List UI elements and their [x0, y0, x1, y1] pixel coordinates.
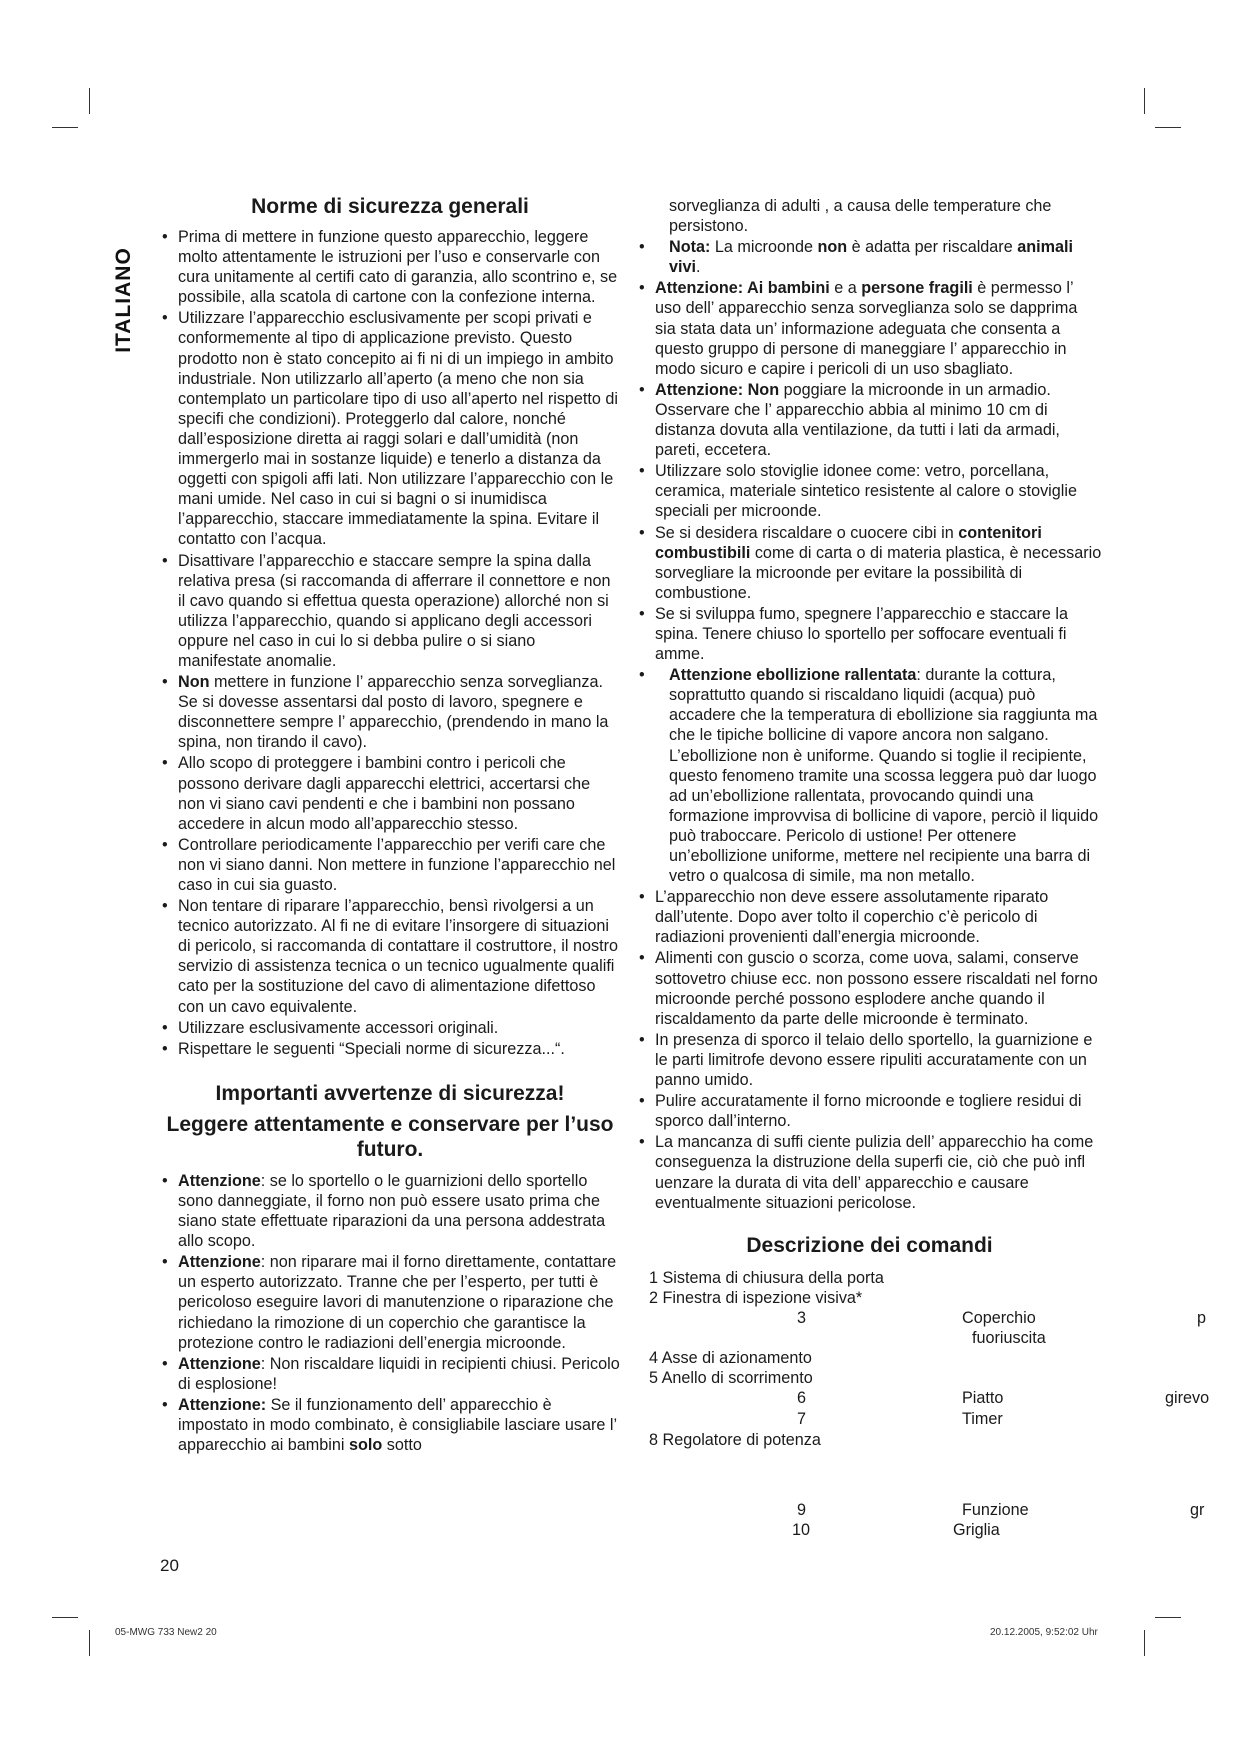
- text: mettere in funzione l’ apparecchio senza sorveglianza. Se si dovesse assentarsi dal posto di lavoro, spegnere e disconnettere sempre l’ apparecchio, (prendendo in mano la spina, non tirando il cavo).: [178, 673, 609, 752]
- language-tab: ITALIANO: [112, 247, 135, 353]
- text: Se il funzionamento dell’ apparecchio è impostato in modo combinato, è consigliabile lasciare usare l’ apparecchio ai bambini: [178, 1395, 617, 1455]
- text: e a: [829, 279, 862, 298]
- section-title-controls: Descrizione dei comandi: [746, 1233, 993, 1257]
- list-item: • La mancanza di suffi ciente pulizia dell’ apparecchio ha come conseguenza la distruzione della superfi cie, ciò che può infl uenzare la durata di vita dell’ apparecchio e causare eventualmente situazioni pericolose.: [637, 1132, 1102, 1212]
- crop-mark: [89, 88, 90, 114]
- list-item: • Non tentare di riparare l’apparecchio, bensì rivolgersi a un tecnico autorizzato. Al fi ne di evitare l’insorgere di situazioni di pericolo, si raccomanda di contattare il costruttore, il nostro servizio di assistenza tecnica o un tecnico ugualmente qualifi cato per la sostituzione del cavo di alimentazione difettoso con un cavo equivalente.: [160, 896, 620, 1017]
- crop-mark: [1144, 88, 1145, 114]
- controls-list-tail: [637, 1500, 1205, 1540]
- text: poggiare la microonde in un armadio. Osservare che l’ apparecchio abbia al minimo 10 cm di distanza dovuta alla ventilazione, da tutti i lati da armadi, pareti, eccetera.: [655, 380, 1060, 460]
- control-number: 9: [797, 1501, 807, 1519]
- list-item: [637, 237, 1102, 277]
- safety-list-continued: [637, 237, 1102, 1213]
- control-number: 3: [797, 1308, 807, 1327]
- control-item: 1 Sistema di chiusura della porta: [649, 1268, 884, 1287]
- left-column: [160, 190, 620, 1456]
- list-item: • Utilizzare esclusivamente accessori originali.: [160, 1018, 620, 1038]
- list-item: • Controllare periodicamente l’apparecchio per verifi care che non vi siano danni. Non mettere in funzione l’apparecchio nel caso in cui sia guasto.: [160, 835, 620, 895]
- control-label: fuoriuscita: [972, 1328, 1046, 1347]
- list-item: • Prima di mettere in funzione questo apparecchio, leggere molto attentamente le istruzioni per l’uso e conservarle con cura unitamente al certifi cato di garanzia, allo scontrino e, se possibile, alla scatola di cartone con la confezione interna.: [160, 227, 620, 307]
- bold-text: non: [817, 238, 848, 257]
- bold-text: contenitori combustibili: [655, 523, 1042, 562]
- bold-text: Attenzione: [178, 1171, 261, 1190]
- list-item: • Utilizzare solo stoviglie idonee come: vetro, porcellana, ceramica, materiale sintetico resistente al calore o stoviglie speciali per microonde.: [637, 461, 1102, 521]
- bold-text: Non: [178, 673, 210, 692]
- list-item: [160, 672, 620, 752]
- control-item: 5 Anello di scorrimento: [649, 1368, 813, 1387]
- bold-text: Attenzione:: [178, 1395, 267, 1414]
- list-item: [160, 1171, 620, 1251]
- crop-mark: [52, 127, 78, 128]
- control-label: Funzione: [962, 1501, 1029, 1519]
- bold-text: Attenzione: Ai bambini: [655, 279, 830, 298]
- list-item: • Se si sviluppa fumo, spegnere l’apparecchio e staccare la spina. Tenere chiuso lo sportello per soffocare eventuali fi amme.: [637, 604, 1102, 664]
- bold-text: persone fragili: [861, 279, 973, 298]
- section-title-safety: Norme di sicurezza generali: [251, 195, 529, 218]
- crop-mark: [1144, 1630, 1145, 1656]
- text: La microonde: [710, 238, 818, 257]
- list-item: • Allo scopo di proteggere i bambini contro i pericoli che possono derivare dagli apparecchi elettrici, accertarsi che non vi siano cavi pendenti e che i bambini non possano accedere in alcun modo all’apparecchio stesso.: [160, 753, 620, 833]
- control-label: Timer: [962, 1409, 1003, 1428]
- bold-text: animali vivi: [669, 238, 1073, 277]
- page-number: 20: [160, 1556, 179, 1575]
- bold-text: Attenzione: Non: [655, 380, 780, 399]
- control-item: 4 Asse di azionamento: [649, 1348, 812, 1367]
- control-item: 8 Regolatore di potenza: [649, 1430, 821, 1449]
- control-label: Piatto: [962, 1388, 1004, 1407]
- control-number: 6: [797, 1388, 807, 1407]
- control-label: gr: [1190, 1501, 1205, 1519]
- crop-mark: [52, 1617, 78, 1618]
- list-item: • Utilizzare l’apparecchio esclusivamente per scopi privati e conformemente al tipo di applicazione previsto. Questo prodotto non è stato concepito ai fi ni di un impiego in ambito industriale. Non utilizzarlo all’aperto (a meno che non sia contemplato un particolare tipo di uso all’aperto nel rispetto di specifi che condizioni). Proteggerlo dal calore, nonché dall’esposizione diretta ai raggi solari e dall’umidità (non immergerlo mai in sostanze liquide) e tenerlo a distanza da oggetti con spigoli affi lati. Non utilizzare l’apparecchio con le mani umide. Nel caso in cui si bagni o si inumidisca l’apparecchio, staccare immediatamente la spina. Evitare il contatto con l’acqua.: [160, 308, 620, 549]
- controls-tail-rows: [637, 1500, 1205, 1540]
- list-item: • Disattivare l’apparecchio e staccare sempre la spina dalla relativa presa (si raccomanda di afferrare il connettore e non il cavo quando si effettua questa operazione) allorché non si utilizza l’apparecchio, quando si applicano degli accessori oppure nel caso in cui lo si debba pulire o si siano manifestate anomalie.: [160, 551, 620, 672]
- text: sotto: [382, 1436, 422, 1455]
- text: : durante la cottura, soprattutto quando si riscaldano liquidi (acqua) può accadere che la temperatura di ebollizione sia raggiunta ma che le tipiche bollicine di vapore ancora non salgano. L’ebollizione non è uniforme. Quando si toglie il recipiente, questo fenomeno tramite una scossa leggera può dar luogo ad un’ebollizione rallentata, provocando quindi una formazione improvvisa di bollicine di vapore, perciò il liquido può traboccare. Pericolo di ustione! Per ottenere un’ebollizione uniforme, mettere nel recipiente una barra di vetro o qualcosa di simile, ma non metallo.: [669, 666, 1099, 886]
- section-title-important: Importanti avvertenze di sicurezza!: [215, 1081, 565, 1105]
- text: è adatta per riscaldare: [847, 238, 1018, 257]
- text: è permesso l’ uso dell’ apparecchio senza sorveglianza solo se dapprima sia stata data un’ informazione adeguata che consenta a questo gruppo di persone di maneggiare l’ apparecchio in modo sicuro e capire i pericoli di un uso sbagliato.: [655, 279, 1078, 378]
- bold-text: Attenzione ebollizione rallentata: [669, 666, 917, 685]
- text: : Non riscaldare liquidi in recipienti chiusi. Pericolo di esplosione!: [178, 1354, 620, 1393]
- bold-text: Nota:: [669, 238, 711, 257]
- control-item: 2 Finestra di ispezione visiva*: [649, 1288, 863, 1307]
- list-item: [637, 380, 1102, 460]
- control-label: p: [1197, 1308, 1207, 1327]
- text: : se lo sportello o le guarnizioni dello sportello sono danneggiate, il forno non può essere usato prima che siano state effettuate riparazioni da una persona addestrata allo scopo.: [178, 1171, 606, 1251]
- list-item: • Pulire accuratamente il forno microonde e togliere residui di sporco dall’interno.: [637, 1091, 1102, 1131]
- footer-right: 20.12.2005, 9:52:02 Uhr: [990, 1627, 1098, 1638]
- control-label: Coperchio: [962, 1308, 1036, 1327]
- text: come di carta o di materia plastica, è necessario sorvegliare la microonde per evitare la possibilità di combustione.: [655, 543, 1102, 602]
- list-item: • Alimenti con guscio o scorza, come uova, salami, conserve sottovetro chiuse ecc. non possono essere riscaldati nel forno microonde perché possono esplodere anche quando il riscaldamento da parte delle microonde è terminato.: [637, 948, 1102, 1028]
- crop-mark: [1155, 1617, 1181, 1618]
- control-number: 7: [797, 1409, 807, 1428]
- safety-list: [160, 227, 620, 1059]
- list-item: [637, 665, 1102, 886]
- control-label: Griglia: [953, 1521, 1000, 1539]
- list-item: • Rispettare le seguenti “Speciali norme di sicurezza...“.: [160, 1039, 620, 1059]
- section-title-read: Leggere attentamente e conservare per l’uso futuro.: [166, 1112, 614, 1161]
- control-label: girevo: [1165, 1388, 1210, 1407]
- list-item: [637, 523, 1102, 603]
- control-number: 10: [792, 1521, 811, 1539]
- text: .: [696, 258, 701, 277]
- list-item: [160, 1252, 620, 1352]
- list-item: • In presenza di sporco il telaio dello sportello, la guarnizione e le parti limitrofe devono essere ripuliti accuratamente con un panno umido.: [637, 1030, 1102, 1090]
- bold-text: solo: [348, 1436, 383, 1455]
- right-column: [637, 196, 1210, 1458]
- list-item: • L’apparecchio non deve essere assolutamente riparato dall’utente. Dopo aver tolto il coperchio c’è pericolo di radiazioni provenienti dall’energia microonde.: [637, 887, 1102, 947]
- warnings-list: [160, 1171, 620, 1455]
- crop-mark: [1155, 127, 1181, 128]
- footer-left: 05-MWG 733 New2 20: [115, 1627, 217, 1638]
- text: : non riparare mai il forno direttamente, contattare un esperto autorizzato. Tranne che per l’esperto, per tutti è pericoloso eseguire lavori di manutenzione o riparazione che richiedano la rimozione di un coperchio che garantisce la protezione contro le radiazioni dell’energia microonde.: [178, 1253, 617, 1352]
- bold-text: Attenzione: [178, 1253, 261, 1272]
- text: Se si desidera riscaldare o cuocere cibi in: [655, 523, 959, 542]
- continued-text: sorveglianza di adulti , a causa delle temperature che persistono.: [669, 197, 1052, 236]
- list-item: [160, 1395, 620, 1455]
- list-item: [160, 1354, 620, 1394]
- bold-text: Attenzione: [178, 1354, 261, 1373]
- controls-list: [637, 1268, 1210, 1458]
- list-item: [637, 278, 1102, 378]
- crop-mark: [89, 1630, 90, 1656]
